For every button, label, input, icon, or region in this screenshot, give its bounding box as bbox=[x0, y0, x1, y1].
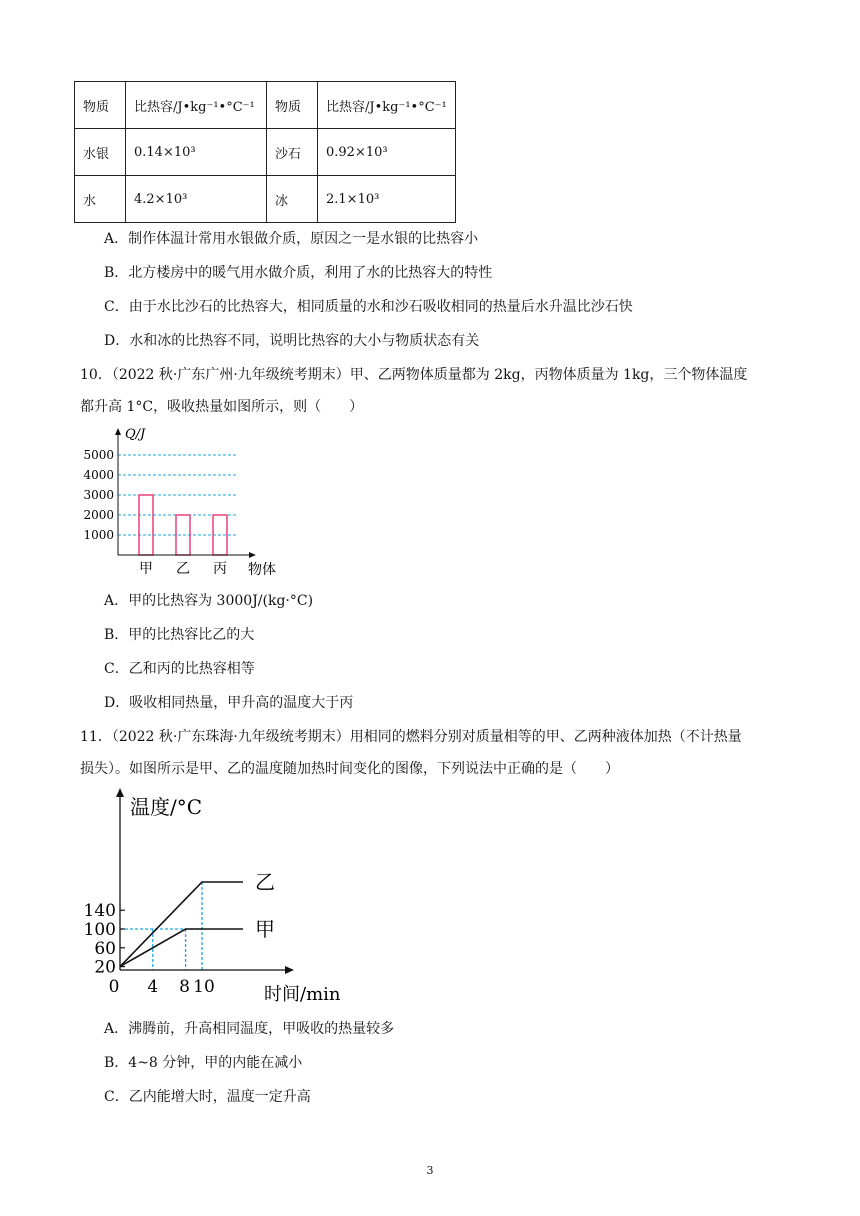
q11-option-c: C．乙内能增大时，温度一定升高 bbox=[104, 1089, 311, 1105]
table-cell: 物质 bbox=[75, 82, 126, 129]
q10-option-b: B．甲的比热容比乙的大 bbox=[104, 627, 255, 643]
x-tick-label: 乙 bbox=[176, 561, 190, 577]
bar-x-axis-label: 物体 bbox=[248, 562, 276, 578]
q9-option-d: D．水和冰的比热容不同，说明比热容的大小与物质状态有关 bbox=[104, 333, 480, 349]
q11-stem-line1: 11．（2022 秋·广东珠海·九年级统考期末）用相同的燃料分别对质量相等的甲、乙两种液体加热（不计热量 bbox=[80, 729, 742, 745]
table-cell: 0.14×10³ bbox=[126, 129, 267, 176]
q10-stem-line1: 10．（2022 秋·广东广州·九年级统考期末）甲、乙两物体质量都为 2kg，丙物体质量为 1kg，三个物体温度 bbox=[80, 367, 748, 383]
x-tick-label: 10 bbox=[193, 977, 215, 997]
y-tick-label: 3000 bbox=[83, 488, 114, 502]
table-cell: 水银 bbox=[75, 129, 126, 176]
table-cell: 比热容/J•kg⁻¹•°C⁻¹ bbox=[318, 82, 456, 129]
q9-option-a: A．制作体温计常用水银做介质，原因之一是水银的比热容小 bbox=[104, 231, 479, 247]
bar-y-axis-label: Q/J bbox=[125, 427, 146, 442]
y-tick-label: 1000 bbox=[83, 528, 114, 542]
line-x-axis-label: 时间/min bbox=[264, 984, 341, 1004]
table-cell: 0.92×10³ bbox=[318, 129, 456, 176]
series-label-甲: 甲 bbox=[255, 917, 275, 941]
series-line-乙 bbox=[120, 882, 243, 967]
bar-y-arrow bbox=[115, 428, 121, 435]
table-cell: 物质 bbox=[267, 82, 318, 129]
table-cell: 4.2×10³ bbox=[126, 176, 267, 223]
line-x-arrow bbox=[285, 966, 294, 974]
q10-option-c: C．乙和丙的比热容相等 bbox=[104, 661, 255, 677]
line-y-arrow bbox=[116, 788, 124, 797]
x-tick-label: 甲 bbox=[139, 561, 153, 577]
line-y-axis-label: 温度/°C bbox=[130, 795, 203, 819]
page-number: 3 bbox=[426, 1164, 434, 1177]
q10-option-d: D．吸收相同热量，甲升高的温度大于丙 bbox=[104, 695, 354, 711]
q11-option-b: B．4~8 分钟，甲的内能在减小 bbox=[104, 1055, 303, 1071]
y-tick-label: 2000 bbox=[83, 508, 114, 522]
bar-x-arrow bbox=[249, 552, 256, 558]
y-tick-label: 140 bbox=[83, 901, 116, 922]
y-tick-label: 5000 bbox=[83, 448, 114, 462]
table-cell: 2.1×10³ bbox=[318, 176, 456, 223]
series-label-乙: 乙 bbox=[255, 870, 275, 894]
q11-stem-line2: 损失）。如图所示是甲、乙的温度随加热时间变化的图像，下列说法中正确的是（ ） bbox=[80, 761, 619, 777]
table-cell: 水 bbox=[75, 176, 126, 223]
temperature-line-chart bbox=[80, 784, 380, 1004]
line-origin-label: 0 bbox=[108, 977, 120, 997]
x-tick-label: 4 bbox=[147, 977, 159, 997]
table-cell: 冰 bbox=[267, 176, 318, 223]
table-cell: 沙石 bbox=[267, 129, 318, 176]
q10-stem-line2: 都升高 1°C，吸收热量如图所示，则（ ） bbox=[80, 399, 364, 415]
bar-甲 bbox=[139, 495, 153, 555]
y-tick-label: 60 bbox=[94, 938, 116, 959]
heat-bar-chart bbox=[70, 420, 300, 580]
x-tick-label: 8 bbox=[179, 977, 191, 997]
q11-option-a: A．沸腾前，升高相同温度，甲吸收的热量较多 bbox=[104, 1021, 395, 1037]
q10-option-a: A．甲的比热容为 3000J/(kg·°C) bbox=[104, 593, 314, 609]
table-header-row bbox=[75, 82, 456, 129]
q9-option-b: B．北方楼房中的暖气用水做介质，利用了水的比热容大的特性 bbox=[104, 265, 493, 281]
table-row bbox=[75, 176, 456, 223]
y-tick-label: 100 bbox=[83, 920, 116, 940]
table-cell: 比热容/J•kg⁻¹•°C⁻¹ bbox=[126, 82, 267, 129]
specific-heat-table bbox=[74, 81, 456, 223]
q9-option-c: C．由于水比沙石的比热容大，相同质量的水和沙石吸收相同的热量后水升温比沙石快 bbox=[104, 299, 633, 315]
table-row bbox=[75, 129, 456, 176]
x-tick-label: 丙 bbox=[213, 561, 227, 577]
y-tick-label: 4000 bbox=[83, 468, 114, 482]
y-tick-label: 20 bbox=[94, 957, 116, 978]
